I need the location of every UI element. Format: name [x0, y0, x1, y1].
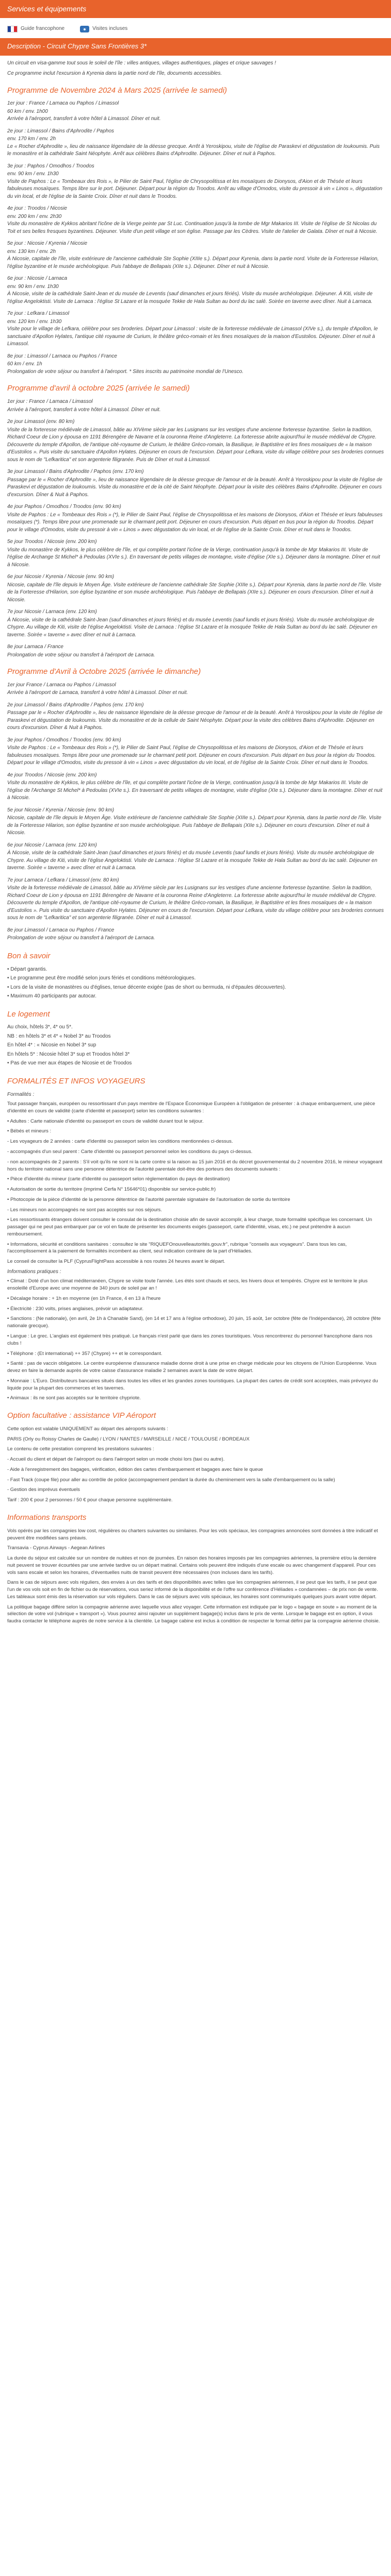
formalites-paras [7, 1100, 384, 1265]
day-text: Visite de Paphos : Le « Tombeaux des Rois », le Pilier de Saint Paul, l'église de Chrysopolitissa et les mosaïques de Dionysos, d'Aion et de Thésée et leurs fabuleuses mosaïques. Temps libre sur le port. Déjeuner. Départ pour la région du Troodos. Arrêt au village d'Omodos, visite du pressoir à vin « Linos », dégustation du vin local, et de l'église de la Sainte Croix. Dîner et nuit dans le Troodos. [7, 178, 383, 199]
day-title: 6e jour Nicosie / Kyrenia / Nicosie (env. 90 km) [7, 574, 115, 580]
day-title: 1er jour : France / Larnaca / Limassol [7, 399, 93, 405]
legend [0, 22, 391, 38]
paragraph: • Bébés et mineurs : [7, 1128, 52, 1134]
day-meta: env. 200 km / env. 2h30 [7, 213, 62, 219]
paragraph: - non accompagnés de 2 parents : S'il voit qu'ils ne sont ni la carte contre si la raison au 15 juin 2016 et du décret gouvernemental du 2 novembre 2016, le mineur voyageant hors du territoire national sans une personne détentrice de l'autorité parentale doit-être des porteurs des documents suivants : [7, 1159, 383, 1172]
day-title: 2e jour Limassol / Bains d'Aphrodite / Paphos (env. 170 km) [7, 702, 144, 708]
paragraph: • Santé : pas de vaccin obligatoire. Le centre européenne d'assurance maladie donne droit à une prise en charge médicale pour les citoyens de l'Union Européenne. Vous devez en faire la demande auprès de votre caisse d'assurance maladie 2 semaines avant la date de votre départ. [7, 1361, 377, 1374]
legend-visits-label: Visites incluses [92, 26, 128, 32]
paragraph: • Informations, sécurité et conditions sanitaires : consultez le site "RIQUEFOnouvelleautorités.gouv.fr", rubrique "conseils aux voyageurs". Dans tous les cas, l'accomplissement à la paiement de formalités incombent au client, seul indication contraire de la part d'Héliades. [7, 1241, 347, 1255]
paragraph: La politique bagage diffère selon la compagnie aérienne avec laquelle vous allez voyager. Cette information est indiquée par le logo « bagage en soute » au moment de la sélection de votre vol (rubrique « transport »). Vous pourrez ainsi rajouter un supplément bagage(s) inclus dans le prix de vente. Lorsque le bagage est en option, il vous faudra contacter le téléphone auprès de notre service à la clientèle. Le bagage cabine est inclus à condition de respecter le format défini par la compagnie aérienne choisie. [7, 1604, 380, 1624]
day-text: Nicosie, capitale de l'île depuis le Moyen Âge. Visite extérieure de l'ancienne cathédrale Ste Sophie (XIIIe s.). Départ pour Kyrenia, dans la partie nord de l'île. Visite de la Forteresse d'Hilarion, son église byzantine et son musée archéologique. Puis l'abbaye de Bellapais (XIIe s.). Déjeuner en cours d'excursion. Dîner et nuit à Nicosie. [7, 582, 382, 603]
day-block [7, 398, 384, 414]
vip-paras [7, 1426, 384, 1504]
day-text: À Nicosie, visite de la cathédrale Saint-Jean (sauf dimanches et jours fériés) et du musée Leventis (sauf lundis et jours fériés). Visite du musée archéologique de Chypre. Au village de Kiti, visite de l'église Angeloktisti. Visite de Larnaca : l'église St Lazare et la mosquée Tekke de Hala Sultan au bord du lac salé. Déjeuner en taverne. Soirée « taverne » avec dîner et nuit à Larnaca. [7, 850, 378, 871]
day-text: Arrivée à l'aéroport, transfert à votre hôtel à Limassol. Dîner et nuit. [7, 116, 161, 122]
day-meta: env. 170 km / env. 2h [7, 136, 56, 142]
paragraph: Tarif : 200 € pour 2 personnes / 50 € pour chaque personne supplémentaire. [7, 1497, 173, 1503]
day-title: 3e jour Paphos / Omodhos / Troodos (env. 90 km) [7, 737, 121, 743]
list-item: En hôtel 4* : « Nicosie en Nobel 3* sup [7, 1042, 96, 1048]
logement-list [7, 1024, 384, 1067]
paragraph: • Pièce d'identité du mineur (carte d'identité ou passeport selon réglementation du pays de destination) [7, 1176, 230, 1182]
day-title: 8e jour Larnaca / France [7, 644, 63, 650]
day-title: 4e jour Paphos / Omodhos / Troodos (env. 90 km) [7, 504, 121, 510]
list-item: • Pas de vue mer aux étapes de Nicosie et de Troodos [7, 1060, 132, 1066]
program2-days [7, 398, 384, 659]
day-block [7, 353, 384, 376]
list-item: • Départ garantis. [7, 966, 47, 972]
day-block [7, 772, 384, 802]
day-block [7, 737, 384, 767]
bon-a-savoir-list [7, 966, 384, 1001]
day-text: Visite de la forteresse médiévale de Limassol, bâtie au XIVème siècle par les Lusignans sur les vestiges d'une ancienne forteresse byzantine. Selon la tradition, Richard Coeur de Lion y épousa en 1191 Bérengère de Navarre et la couronna Reine d'Angleterre. La forteresse abrite aujourd'hui le musée médiéval de Chypre. Découverte du temple d'Apollon, de l'antique cité-royaume de Curium, le théâtre Gréco-romain, la Basilique, le Baptistère et les fines mosaïques de « la maison d'Eustolios ». Puis visite du sanctuaire d'Apollon Hylates. Déjeuner en cours de l'excursion. Départ pour Lefkara, visite du village célèbre pour ses broderies connues sous le nom de "Lefkaritica" et son argenterie filigranée. Puis de Dîner et nuit à Limassol. [7, 427, 384, 463]
day-block [7, 877, 384, 922]
intro-line-2: Ce programme inclut l'excursion à Kyrenia dans la partie nord de l'île, documents accessibles. [7, 71, 222, 77]
day-block [7, 842, 384, 872]
day-title: 5e jour Nicosie / Kyrenia / Nicosie (env. 90 km) [7, 807, 115, 813]
legend-guide [7, 25, 64, 33]
day-title: 1er jour : France / Larnaca ou Paphos / Limassol [7, 100, 119, 107]
paragraph: • Animaux : ils ne sont pas acceptés sur le territoire chypriote. [7, 1395, 141, 1401]
paragraph: Tout passager français, européen ou ressortissant d'un pays membre de l'Espace Économique Européen à l'obligation de présenter : à chaque embarquement, une pièce d'identité en cours de validité (carte d'identité et passeport) selon les conditions suivantes : [7, 1101, 376, 1114]
day-meta: env. 120 km / env. 1h30 [7, 318, 62, 325]
legend-guide-label: Guide francophone [21, 26, 65, 32]
day-text: Visite pour le village de Lefkara, célèbre pour ses broderies. Départ pour Limassol : visite de la forteresse médiévale de Limassol (XIVe s.), du temple d'Apollon, le sanctuaire d'Apollon Hylates, l'antique cité royaume de Curium, le théâtre gréco-romain et les fines mosaïques de la maison d'Eustolios. Déjeuner. Dîner et nuit à Limassol. [7, 326, 378, 347]
intro-line-1: Un circuit en visa-gamme tout sous le soleil de l'île : villes antiques, villages authentiques, plages et crique sauvages ! [7, 60, 276, 66]
paragraph: - accompagnés d'un seul parent : Carte d'identité ou passeport personnel selon les conditions du pays ci-dessus. [7, 1148, 253, 1155]
day-title: 2e jour : Limassol / Bains d'Aphrodite / Paphos [7, 128, 115, 134]
day-text: Arrivée à l'aéroport, transfert à votre hôtel à Limassol. Dîner et nuit. [7, 406, 161, 413]
camera-icon [80, 26, 89, 32]
day-meta: 60 km / env. 1h [7, 361, 42, 367]
list-item: Au choix, hôtels 3*, 4* ou 5*. [7, 1024, 73, 1030]
services-header [0, 0, 391, 18]
paragraph: • Électricité : 230 volts, prises anglaises, prévoir un adaptateur. [7, 1306, 144, 1312]
day-title: 8e jour : Limassol / Larnaca ou Paphos / France [7, 353, 117, 359]
program1-days [7, 100, 384, 376]
paragraph: • Monnaie : L'Euro. Distributeurs bancaires situés dans toutes les villes et les grandes zones touristiques. La plupart des cartes de crédit sont acceptées, mais prévoyez du liquide pour la plupart des commerces et les tavernes. [7, 1378, 378, 1391]
formalites-title: FORMALITÉS ET INFOS VOYAGEURS [7, 1076, 145, 1086]
paragraph: La durée du séjour est calculée sur un nombre de nuitées et non de journées. En raison des horaires imposés par les compagnies aériennes, la première et/ou la dernière nuit peuvent se trouver écourtées par une arrivée tardive ou un départ matinal. Certains vols peuvent être indiqués d'une escale ou avec changement d'appareil. Pour ces vols sans escale et selon les horaires, d'éventuelles nuits de transit peuvent être nécessaires (non incluses dans les tarifs). [7, 1555, 377, 1575]
paragraph: • Photocopie de la pièce d'identité de la personne détentrice de l'autorité parentale signataire de l'autorisation de sortie du territoire [7, 1196, 290, 1202]
day-title: 7e jour Larnaca / Lefkara / Limassol (env. 80 km) [7, 877, 119, 883]
program1-title: Programme de Novembre 2024 à Mars 2025 (arrivée le samedi) [7, 86, 227, 95]
day-block [7, 503, 384, 534]
day-meta: env. 130 km / env. 2h [7, 248, 56, 255]
list-item: En hôtels 5* : Nicosie hôtel 3* sup et Troodos hôtel 3* [7, 1051, 130, 1057]
paragraph: - Gestion des imprévus éventuels [7, 1487, 80, 1493]
day-block [7, 538, 384, 569]
main-content [0, 60, 391, 1625]
day-text: Le « Rocher d'Aphrodite », lieu de naissance légendaire de la déesse grecque. Arrêt à Yeroskipou, visite de l'église de Paraskevi et dégustation de loukoumis. Puis le monastère et la cathédrale Saint Néophyte. Arrêt aux célèbres Bains d'Aphrodite. Déjeuner. Dîner et nuit à Paphos. [7, 143, 380, 157]
day-text: À Nicosie, visite de la cathédrale Saint-Jean (sauf dimanches et jours fériés) et du musée Leventis (sauf lundis et jours fériés). Visite du musée archéologique de Chypre. Au village de Kiti, visite de l'église Angeloktisti. Visite de Larnaca : l'église St Lazare et la mosquée Tekke de Hala Sultan au bord du lac salé. Déjeuner en taverne. Soirée « taverne » avec dîner et nuit à Larnaca. [7, 617, 378, 638]
day-block [7, 100, 384, 123]
day-text: Visite de la forteresse médiévale de Limassol, bâtie au XIVème siècle par les Lusignans sur les vestiges d'une ancienne forteresse byzantine. Selon la tradition, Richard Coeur de Lion y épousa en 1191 Bérengère de Navarre et la couronna Reine d'Angleterre. La forteresse abrite aujourd'hui le musée médiéval de Chypre. Découverte du temple d'Apollon, de l'antique cité-royaume de Curium, le théâtre Gréco-romain, la Basilique, le Baptistère et les fines mosaïques de « la maison d'Eustolios ». Puis visite du sanctuaire d'Apollon Hylates. Déjeuner en cours de l'excursion. Départ pour Lefkara, visite du village célèbre pour ses broderies connues sous le nom de "Lefkaritica" et son argenterie filigranée. Dîner et nuit à Limassol. [7, 885, 384, 921]
day-text: Visite de Paphos : Le « Tombeaux des Rois » (*), le Pilier de Saint Paul, l'église de Chrysopolitissa et les maisons de Dionysos, d'Aion et Thésée et leurs fabuleuses mosaïques (*). Temps libre pour une promenade sur le charmant petit port. Déjeuner en cours d'excursion. Puis départ en bus pour la région du Troodos. Départ pour le village d'Omodos, visite du pressoir à vin « Linos » avec dégustation du vin local, et de l'église de la Sainte Croix. Dîner et nuit dans le Troodos. [7, 512, 383, 533]
day-block [7, 418, 384, 464]
paragraph: PARIS (Orly ou Roissy Charles de Gaulle) / LYON / NANTES / MARSEILLE / NICE / TOULOUSE / BORDEAUX [7, 1436, 250, 1442]
day-title: 5e jour Troodos / Nicosie (env. 200 km) [7, 539, 97, 545]
pratique-title: Informations pratiques : [7, 1268, 61, 1275]
program3-days [7, 682, 384, 942]
transports-paras [7, 1528, 384, 1625]
list-item: • Lors de la visite de monastères ou d'églises, tenue décente exigée (pas de short ou bermuda, ni d'épaules découvertes). [7, 984, 286, 990]
day-block [7, 468, 384, 499]
paragraph: • Adultes : Carte nationale d'identité ou passeport en cours de validité durant tout le séjour. [7, 1118, 204, 1124]
day-block [7, 682, 384, 697]
day-block [7, 643, 384, 659]
program3-title: Programme d'Avril à Octobre 2025 (arrivée le dimanche) [7, 667, 201, 676]
paragraph: - Accueil du client et départ de l'aéroport ou dans l'aéroport selon un mode choisi lors (taxi ou autre). [7, 1456, 225, 1463]
day-text: Visite de Paphos : Le « Tombeaux des Rois » (*), le Pilier de Saint Paul, l'église de Chrysopolitissa et les maisons de Dionysos, d'Aion et de Thésée et leurs fabuleuses mosaïques. Temps libre pour une promenade sur le charmant petit port. Déjeuner en cours d'excursion. Puis départ en bus pour la région du Troodos. Départ pour le village d'Omodos, visite du pressoir à vin « Linos » avec dégustation du vin local, et de l'église de la Sainte Croix. Dîner et nuit dans le Troodos. [7, 745, 376, 766]
day-title: 4e jour : Troodos / Nicosie [7, 206, 67, 212]
program2-title: Programme d'avril à octobre 2025 (arrivée le samedi) [7, 384, 190, 393]
paragraph: • Téléphone : (Et international) ++ 357 (Chypre) ++ et le correspondant. [7, 1350, 162, 1357]
day-title: 1er jour France / Larnaca ou Paphos / Limassol [7, 682, 116, 688]
paragraph: Transavia - Cyprus Airways - Aegean Airlines [7, 1545, 105, 1551]
paragraph: Dans le cas de séjours avec vols réguliers, des envies à un des tarifs et des disponibilités avec telles que les compagnies aériennes, il se peut que les tarifs, il se peut que l'un de vos vols soit en fin de fichier ou de réservations, vous seriez informé de la disponibilité et de l'offre sur conférence d'Héliades » condamnées – de prix non de vente. Les tableaux sont émis des la réservation sur vols réguliers. Dans le cas de séjours avec vols spéciaux, les horaires sont communiqués quelques jours avant votre départ. [7, 1580, 378, 1600]
day-block [7, 608, 384, 639]
day-title: 6e jour Nicosie / Larnaca (env. 120 km) [7, 842, 97, 848]
day-text: Passage par le « Rocher d'Aphrodite », lieu de naissance légendaire de la déesse grecque de l'amour et de la beauté. Arrêt à Yeroskipou pour la visite de l'église de Paraskevi et dégustation de loukoumis. Visite du monastère et de la cellule de Saint Néophyte. Départ pour la visite des célèbres Bains d'Aphrodite. Déjeuner en cours d'excursion. Dîner & Nuit à Paphos. [7, 710, 383, 731]
paragraph: • Langue : Le grec. L'anglais est également très pratiqué. Le français n'est parlé que dans les zones touristiques. Vous rencontrerez du personnel francophone dans nos clubs ! [7, 1333, 372, 1346]
list-item: • Maximum 40 participants par autocar. [7, 993, 97, 999]
day-text: Visite du monastère de Kykkos abritant l'icône de la Vierge peinte par St Luc. Continuation jusqu'à la tombe de Mgr Makarios III. Visite de l'église de St Nicolas du Toit et ses belles fresques byzantines. Déjeuner. Visite d'un petit village et son église. Passage par les Cèdres. Visite de l'atelier de Galata. Dîner et nuit à Nicosie. [7, 221, 378, 234]
day-meta: 60 km / env. 1h00 [7, 108, 48, 114]
day-title: 3e jour : Paphos / Omodhos / Troodos [7, 163, 94, 169]
flag-icon [7, 26, 18, 32]
day-block [7, 702, 384, 732]
day-block [7, 128, 384, 158]
formalites-subtitle: Formalités : [7, 1091, 35, 1097]
day-text: Prolongation de votre séjour ou transfert à l'aéroport de Larnaca. [7, 935, 155, 941]
paragraph: • Sanctions : (Ne nationale), (en avril, 2e 1h à Chanable Sand), (en 14 et 17 ans à l'église orthodoxe), 20 juin, 15 août, 1er octobre (fête de l'Indépendance), 28 octobre (fête nationale grecque). [7, 1316, 381, 1329]
day-meta: env. 90 km / env. 1h30 [7, 171, 59, 177]
day-meta: env. 90 km / env. 1h30 [7, 283, 59, 290]
day-title: 7e jour Nicosie / Larnaca (env. 120 km) [7, 609, 97, 615]
day-text: Visite du monastère de Kykkos, le plus célèbre de l'île, et qui complète portant l'icône de la Vierge, continuation jusqu'à la tombe de Mgr Makarios III. Visite de l'église de Archange St Michel* à Pedoulas (XVIe s.). En traversant de petits villages de montagne, visite d'église (XIe s.). Déjeuner dans la montagne. Dîner et nuit à Nicosie. [7, 547, 380, 568]
day-block [7, 205, 384, 235]
day-block [7, 275, 384, 306]
day-title: 5e jour : Nicosie / Kyrenia / Nicosie [7, 241, 88, 247]
day-title: 3e jour Limassol / Bains d'Aphrodite / Paphos (env. 170 km) [7, 469, 144, 475]
description-header [0, 38, 391, 56]
day-block [7, 573, 384, 604]
paragraph: • Les ressortissants étrangers doivent consulter le consulat de la destination choisie afin de savoir accomplir, à leur charge, toute formalité spécifique les concernant. Un passager qui ne peut pas embarquer par ce vol en faute de présenter les documents exigés (passeport, carte d'identité, visas, etc.) ne peut prétendre à aucun remboursement. [7, 1217, 372, 1237]
day-block [7, 807, 384, 837]
description-header-label: Description - Circuit Chypre Sans Frontières 3* [7, 42, 147, 50]
paragraph: Le conseil de consulter la PLF (CyprusFlightPass accessible à nos routes 24 heures avant le départ. [7, 1259, 225, 1265]
transports-title: Informations transports [7, 1513, 87, 1522]
day-text: Nicosie, capitale de l'île depuis le Moyen Âge. Visite extérieure de l'ancienne cathédrale Ste Sophie (XIIIe s.). Départ pour Kyrenia, dans la partie nord de l'île. Visite de la Forteresse Hilarion, son église byzantine et son musée archéologique. Puis l'abbaye de Bellapais (XIIe s.). Déjeuner en cours d'excursion. Dîner et nuit à Nicosie. [7, 815, 382, 836]
paragraph: • Décalage horaire : + 1h en moyenne (en 1h France, 4 en 13 à l'heure [7, 1295, 161, 1301]
bon-a-savoir-title: Bon à savoir [7, 951, 51, 960]
paragraph: - Les mineurs non accompagnés ne sont pas acceptés sur nos séjours. [7, 1207, 162, 1213]
paragraph: - Fast Track (coupe file) pour aller au contrôle de police (accompagnement pendant la durée du cheminement vers la salle d'embarquement ou la salle) [7, 1477, 335, 1483]
list-item: NB : en hôtels 3* et 4* « Nobel 3* au Troodos [7, 1033, 111, 1039]
day-text: À Nicosie, capitale de l'île, visite extérieure de l'ancienne cathédrale Ste Sophie (XIIIe s.). Départ pour Kyrenia, dans la partie nord. Visite de la Forteresse Hilarion, l'église byzantine et le musée archéologique. Puis l'abbaye de Bellapais (XIIe s.). Déjeuner. Dîner et nuit à Nicosie. [7, 256, 379, 269]
legend-visits [80, 25, 127, 33]
day-block [7, 927, 384, 942]
paragraph: • Autorisation de sortie du territoire (imprimé Cerfa N° 15646*01) disponible sur service-public.fr) [7, 1187, 216, 1193]
day-title: 6e jour : Nicosie / Larnaca [7, 276, 68, 282]
day-text: Prolongation de votre séjour ou transfert à l'aéroport. * Sites inscrits au patrimoine mondial de l'Unesco. [7, 368, 243, 375]
paragraph: • Climat : Doté d'un bon climat méditerranéen, Chypre se visite toute l'année. Les étés sont chauds et secs, les hivers doux et tempérés. Chypre est le territoire le plus ensoleillé d'Europe avec une moyenne de 340 jours de soleil par an ! [7, 1278, 368, 1292]
day-title: 8e jour Limassol / Larnaca ou Paphos / France [7, 927, 115, 933]
paragraph: Vols opérés par les compagnies low cost, régulières ou charters suivantes ou similaires. Pour les vols spéciaux, les compagnies annoncées sont données à titre indicatif et peuvent être modifiées sans préavis. [7, 1528, 378, 1541]
day-block [7, 163, 384, 201]
day-text: Prolongation de votre séjour ou transfert à l'aéroport de Larnaca. [7, 652, 155, 658]
day-title: 2e jour Limassol (env. 80 km) [7, 419, 75, 425]
day-block [7, 240, 384, 270]
paragraph: Le contenu de cette prestation comprend les prestations suivantes : [7, 1446, 154, 1452]
day-text: À Nicosie, visite de la cathédrale Saint-Jean et du musée de Leventis (sauf dimanches et jours fériés). Visite du musée archéologique. Déjeuner. À Kiti, visite de l'église Angeloktisti. Visite de Larnaca : l'église St Lazare et la mosquée Tekke de Hala Sultan au bord du lac salé. Soirée en taverne avec dîner. Nuit à Larnaca. [7, 291, 373, 304]
day-text: Visite du monastère de Kykkos, le plus célèbre de l'île, et qui complète portant l'icône de la Vierge, continuation jusqu'à la tombe de Mgr Makarios III. Visite de l'église de l'Archange St Michel* à Pedoulas (XVIe s.). En traversant de petits villages de montagne, visite d'église (XIe s.). Déjeuner dans la montagne. Dîner et nuit à Nicosie. [7, 780, 383, 801]
logement-title: Le logement [7, 1009, 50, 1019]
day-title: 7e jour : Lefkara / Limassol [7, 311, 70, 317]
day-text: Arrivée à l'aéroport de Larnaca, transfert à votre hôtel à Limassol. Dîner et nuit. [7, 690, 188, 696]
paragraph: - Les voyageurs de 2 années : carte d'identité ou passeport selon les conditions mentionnées ci-dessus. [7, 1139, 233, 1145]
list-item: • Le programme peut être modifié selon jours fériés et conditions météorologiques. [7, 975, 196, 981]
pratique-paras [7, 1278, 384, 1402]
day-block [7, 310, 384, 348]
day-text: Passage par le « Rocher d'Aphrodite », lieu de naissance légendaire de la déesse grecque de l'amour et de la beauté. Arrêt à Yeroskipou pour la visite de l'église de Paraskevi et dégustation de loukoumis. Visite du monastère et de la cité de Saint Néophyte. Départ pour la visite des célèbres Bains d'Aphrodite. Déjeuner en cours d'excursion. Dîner & Nuit à Paphos. [7, 477, 383, 498]
paragraph: Cette option est valable UNIQUEMENT au départ des aéroports suivants : [7, 1426, 168, 1432]
services-header-label: Services et équipements [7, 5, 87, 13]
vip-title: Option facultative : assistance VIP Aéroport [7, 1411, 156, 1420]
day-title: 4e jour Troodos / Nicosie (env. 200 km) [7, 772, 97, 778]
paragraph: - Aide à l'enregistrement des bagages, vérification, édition des cartes d'embarquement et bagages avec faire le queue [7, 1466, 263, 1472]
